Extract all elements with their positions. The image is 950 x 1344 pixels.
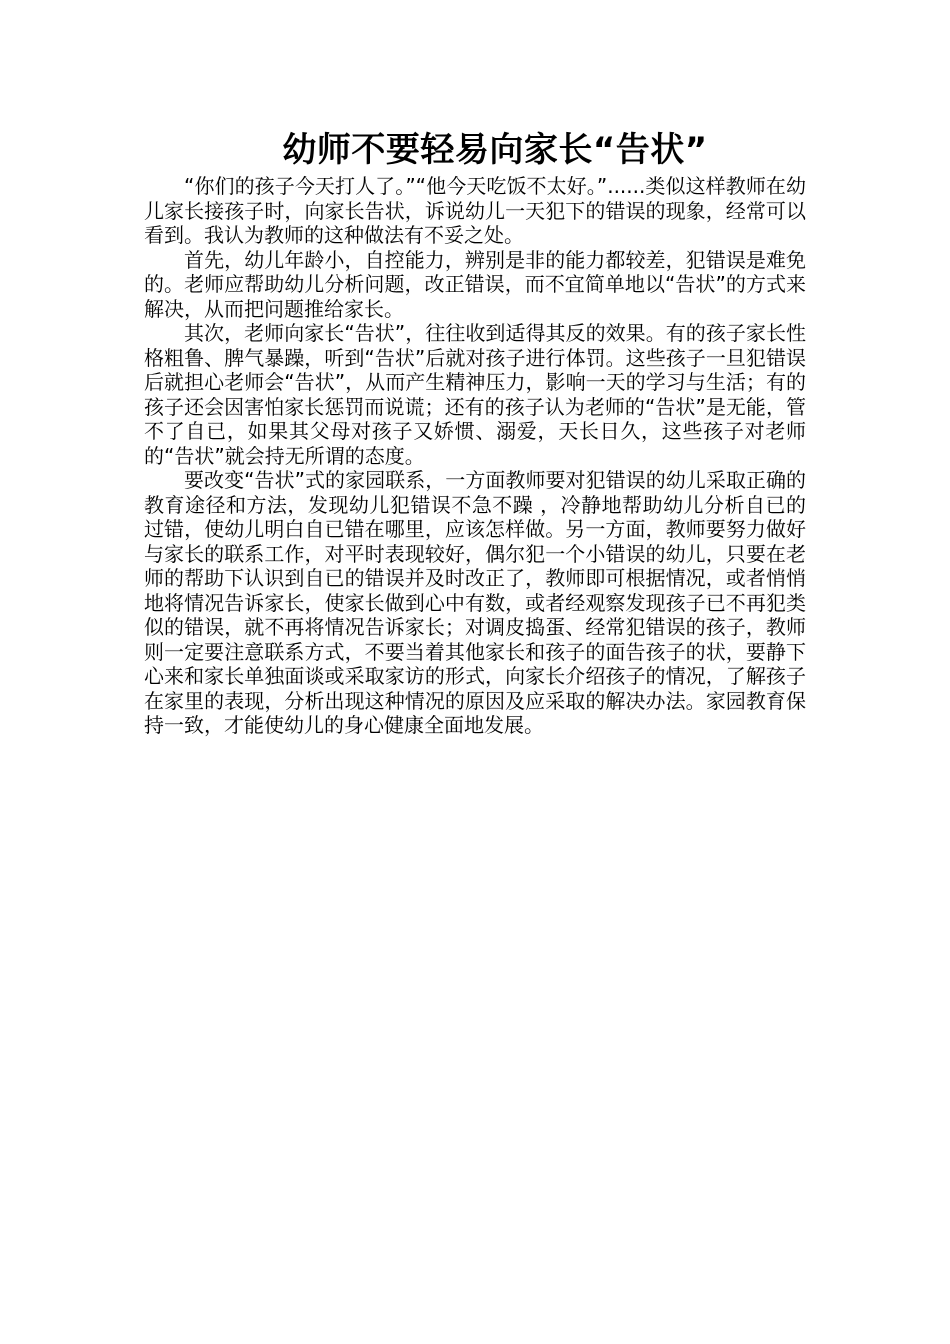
paragraph-conclusion: 要改变“告状”式的家园联系，一方面教师要对犯错误的幼儿采取正确的教育途径和方法，发现幼儿犯错误不急不躁 ，冷静地帮助幼儿分析自已的过错，使幼儿明白自已错在哪里，应该怎样做。另一方面，教师要努力做好与家长的联系工作，对平时表现较好，偶尔犯一个小错误的幼儿，只要在老师的帮助下认识到自已的错误并及时改正了，教师即可根据情况，或者悄悄地将情况告诉家长，使家长做到心中有数，或者经观察发现孩子已不再犯类似的错误，就不再将情况告诉家长；对调皮捣蛋、经常犯错误的孩子，教师则一定要注意联系方式，不要当着其他家长和孩子的面告孩子的状，要静下心来和家长单独面谈或采取家访的形式，向家长介绍孩子的情况，了解孩子在家里的表现，分析出现这种情况的原因及应采取的解决办法。家园教育保持一致，才能使幼儿的身心健康全面地发展。 (144, 468, 806, 737)
page-title: 幼师不要轻易向家长“告状” (282, 130, 708, 170)
paragraph-second-point: 其次，老师向家长“告状”，往往收到适得其反的效果。有的孩子家长性格粗鲁、脾气暴躁，听到“告状”后就对孩子进行体罚。这些孩子一旦犯错误后就担心老师会“告状”，从而产生精神压力，影响一天的学习与生活；有的孩子还会因害怕家长惩罚而说谎；还有的孩子认为老师的“告状”是无能，管不了自已，如果其父母对孩子又娇惯、溺爱，天长日久，这些孩子对老师的“告状”就会持无所谓的态度。 (144, 321, 806, 468)
paragraph-first-point: 首先，幼儿年龄小，自控能力，辨别是非的能力都较差，犯错误是难免的。老师应帮助幼儿分析问题，改正错误，而不宜简单地以“告状”的方式来解决，从而把问题推给家长。 (144, 247, 806, 321)
article-body (144, 174, 806, 738)
paragraph-intro: “你们的孩子今天打人了。”“他今天吃饭不太好。”......类似这样教师在幼儿家长接孩子时，向家长告状，诉说幼儿一天犯下的错误的现象，经常可以看到。我认为教师的这种做法有不妥之处。 (144, 174, 806, 247)
